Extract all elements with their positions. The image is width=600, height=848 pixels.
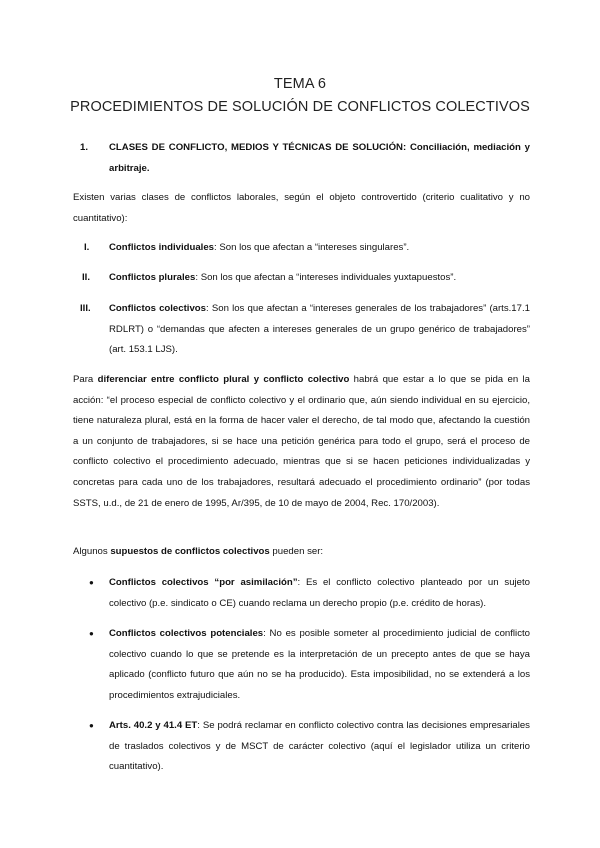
bullet-dot-icon: ● [89, 629, 94, 638]
bullet-dot-icon: ● [89, 578, 94, 587]
bullet-text: : Se podrá reclamar en conflicto colectivo contra las decisiones empresariales de traslados colectivos y de MSCT de carácter colectivo (aquí el legislador utiliza un criterio cuantitativo). [109, 720, 530, 773]
type-term: Conflictos individuales [109, 242, 215, 253]
diff-bold: diferenciar entre conflicto plural y conflicto colectivo [97, 374, 350, 385]
type-term: Conflictos colectivos [109, 303, 206, 314]
bullet-item [109, 716, 530, 778]
bullet-term: Arts. 40.2 y 41.4 ET [109, 720, 198, 731]
section-heading-caps: CLASES DE CONFLICTO, MEDIOS Y TÉCNICAS DE SOLUCIÓN [109, 142, 403, 153]
page-title: TEMA 6 [273, 76, 327, 92]
type-numeral: II. [82, 272, 90, 283]
diff-lead: Para [73, 374, 98, 385]
type-item [109, 238, 530, 259]
section-heading-sub: : Conciliación, mediación y arbitraje. [109, 142, 530, 174]
diff-paragraph [73, 370, 530, 514]
type-term: Conflictos plurales [109, 272, 196, 283]
diff-text: habrá que estar a lo que se pida en la acción: “el proceso especial de conflicto colectivo y el ordinario que, aún siendo individual en su ejercicio, tiene naturaleza plural, está en la forma de hacer valer el derecho, de tal modo que, afectando la cuestión a un conjunto de trabajadores, si se hace una petición genérica para todo el grupo, será el proceso de conflicto colectivo el procedimiento adecuado, mientras que si se hacen peticiones individualizadas y concretas para cada uno de los trabajadores, resultará adecuado el procedimiento ordinario” (por todas SSTS, u.d., de 21 de enero de 1995, Ar/395, de 10 de mayo de 2004, Rec. 170/2003). [73, 374, 531, 509]
type-numeral: III. [80, 303, 91, 314]
bullet-item [109, 573, 530, 614]
type-numeral: I. [84, 242, 90, 253]
bullet-term: Conflictos colectivos “por asimilación” [109, 577, 298, 588]
assumptions-lead: Algunos [73, 546, 111, 557]
assumptions-intro [73, 542, 530, 563]
bullet-dot-icon: ● [89, 721, 94, 730]
intro-paragraph: Existen varias clases de conflictos laborales, según el objeto controvertido (criterio cualitativo y no cuantitativo): [73, 192, 530, 224]
page-subtitle: PROCEDIMIENTOS DE SOLUCIÓN DE CONFLICTOS COLECTIVOS [70, 99, 530, 115]
assumptions-text: pueden ser: [269, 546, 324, 557]
type-text: : Son los que afectan a “intereses singulares”. [214, 242, 410, 253]
type-text: : Son los que afectan a “intereses generales de los trabajadores” (arts.17.1 RDLRT) o “demandas que afecten a intereses generales de un grupo genérico de trabajadores” (art. 153.1 LJS). [109, 303, 530, 356]
assumptions-bold: supuestos de conflictos colectivos [110, 546, 270, 557]
type-item [109, 299, 530, 361]
type-text: : Son los que afectan a “intereses individuales yuxtapuestos”. [195, 272, 457, 283]
type-item [109, 268, 530, 289]
bullet-text: : Es el conflicto colectivo planteado por un sujeto colectivo (p.e. sindicato o CE) cuando reclama un derecho propio (p.e. crédito de horas). [109, 577, 530, 609]
section-heading [109, 138, 530, 179]
bullet-text: : No es posible someter al procedimiento judicial de conflicto colectivo cuando lo que se pretende es la interpretación de un precepto antes de que se haya aplicado (conflicto futuro que aún no se ha producido). Esta imposibilidad, no se extenderá a los procedimientos extrajudiciales. [109, 628, 530, 701]
bullet-item [109, 624, 530, 706]
bullet-term: Conflictos colectivos potenciales [109, 628, 264, 639]
section-number: 1. [80, 142, 89, 153]
